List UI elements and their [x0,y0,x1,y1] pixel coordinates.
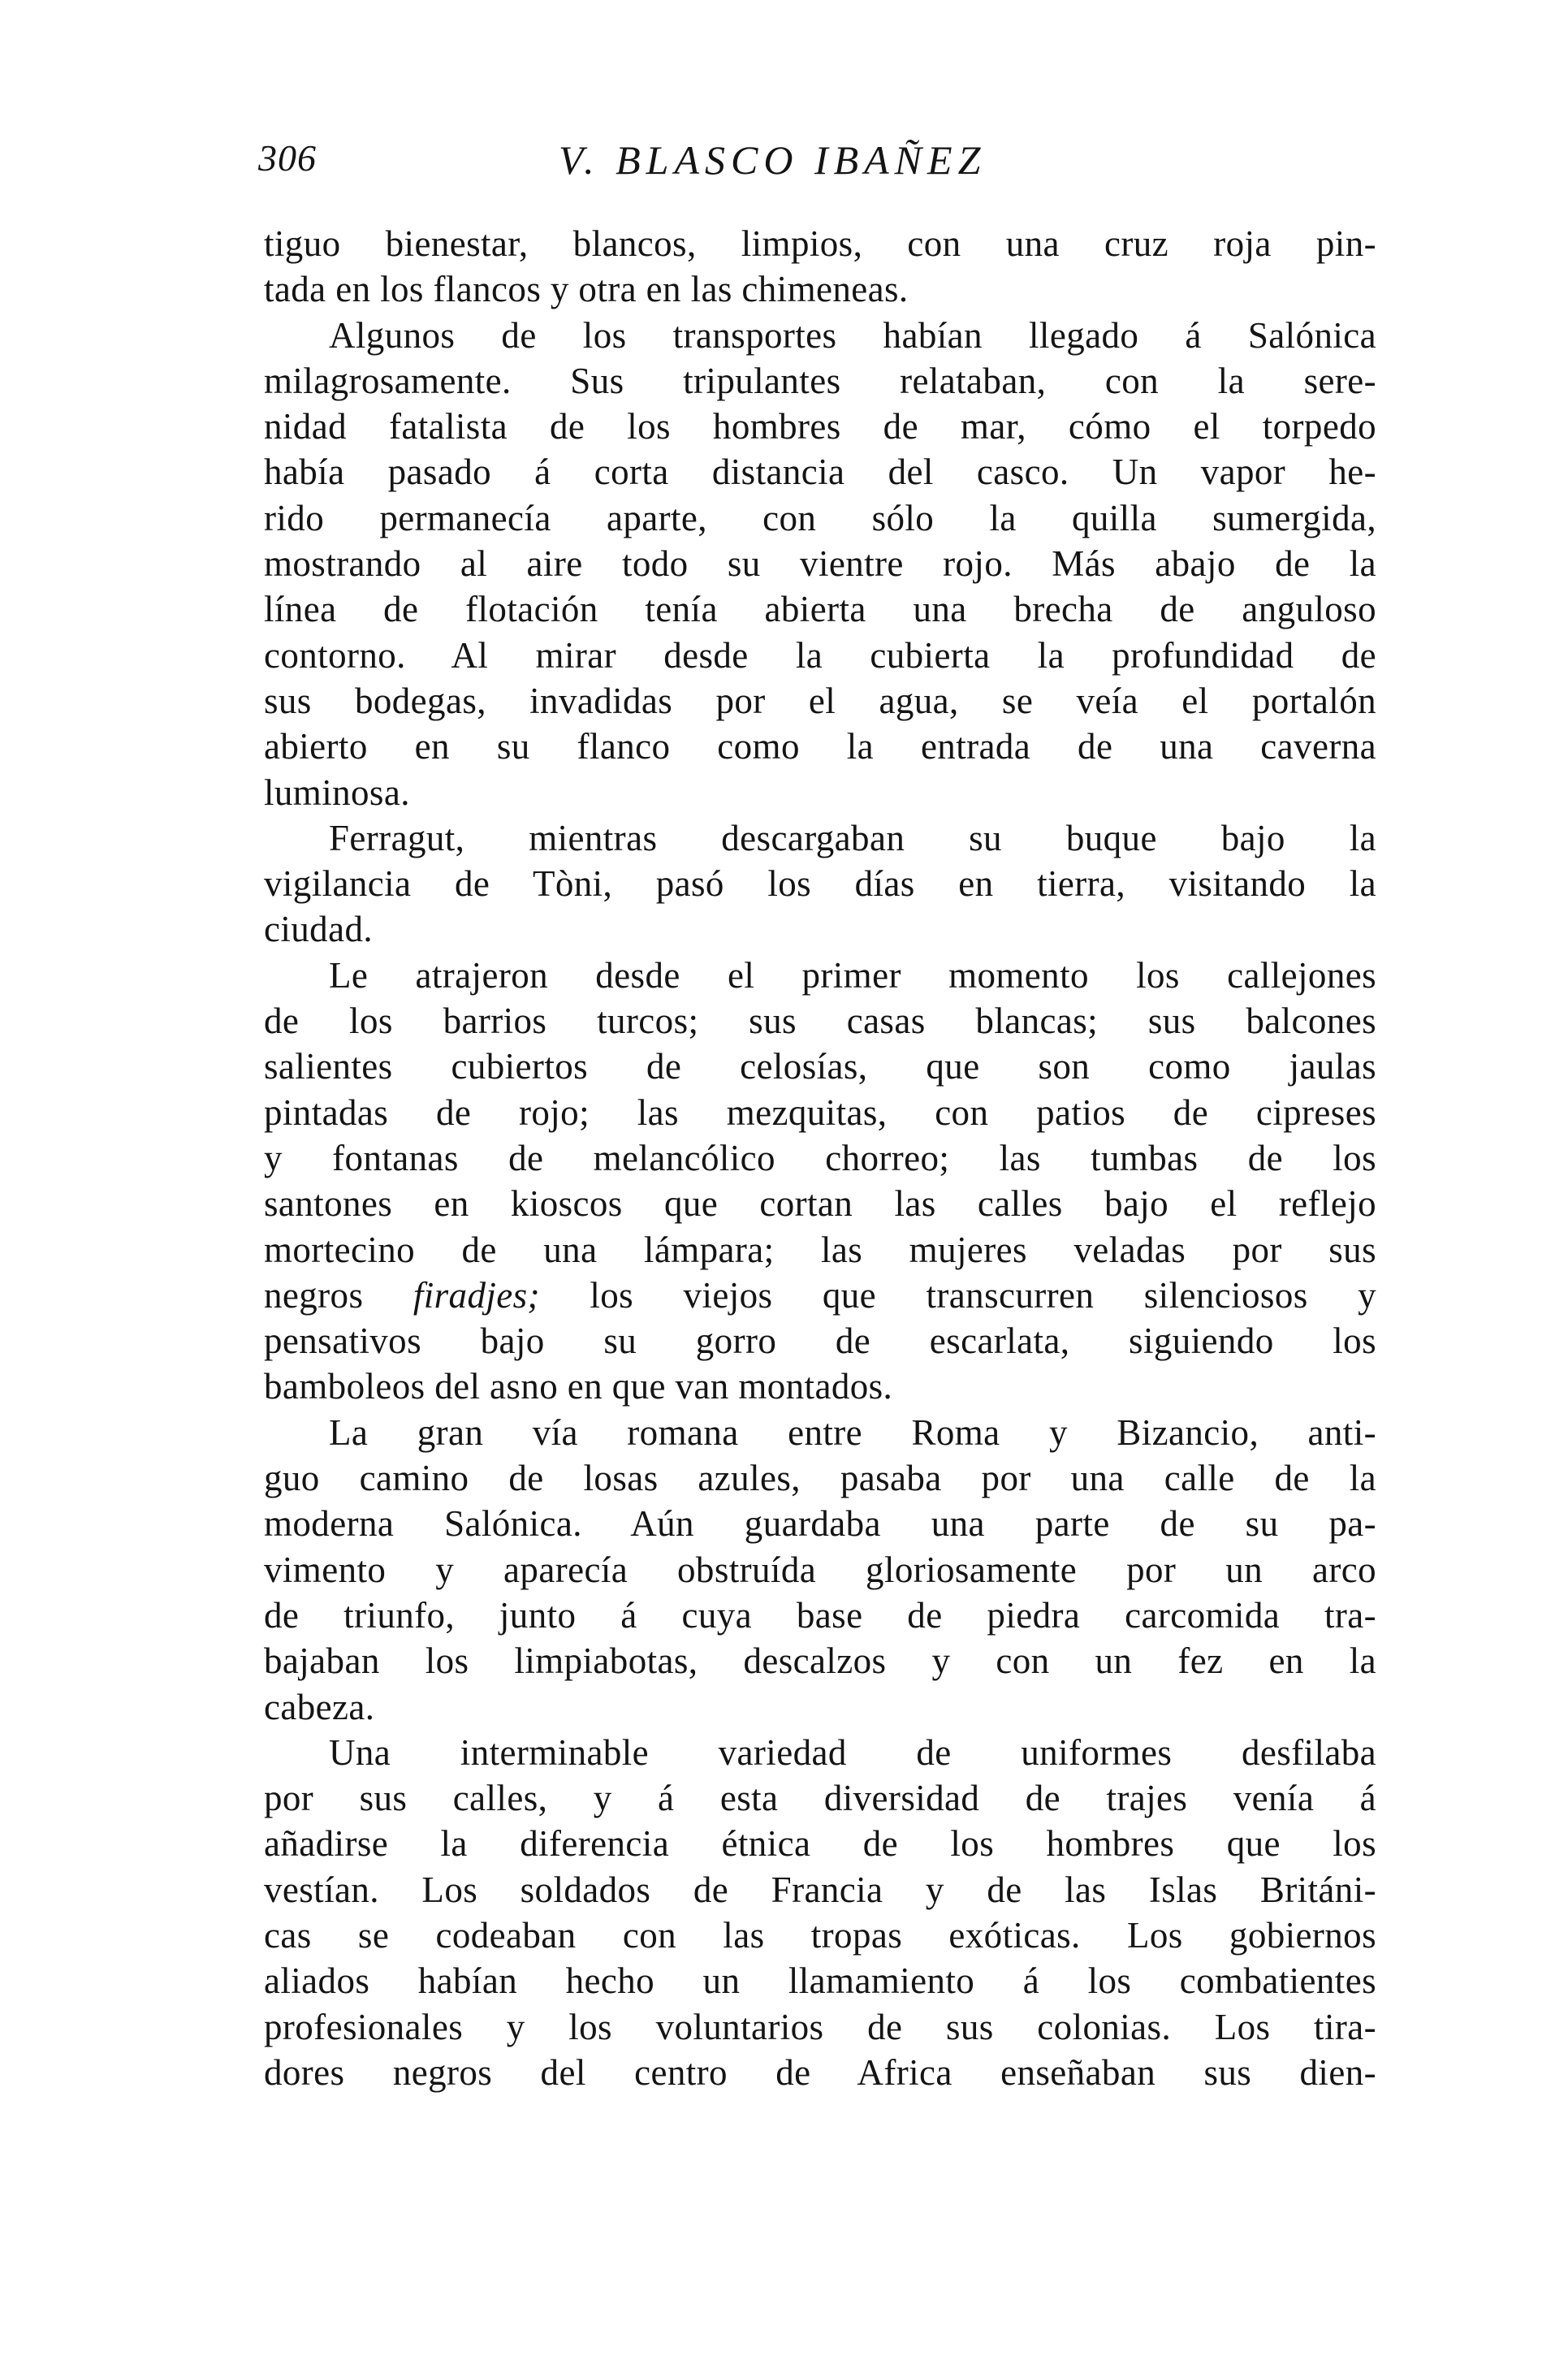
paragraph-start-line: Algunos de los transportes habían llegado á Salónica [329,314,1376,356]
text-line: tada en los flancos y otra en las chimeneas. [264,269,909,310]
body-text [264,221,1376,2095]
text-line: mostrando al aire todo su vientre rojo. Más abajo de la [264,543,1376,585]
text-line: moderna Salónica. Aún guardaba una parte de su pa- [264,1503,1376,1545]
text-line: vigilancia de Tòni, pasó los días en tierra, visitando la [264,863,1376,905]
text-segment: negros [264,1274,364,1316]
paragraph-start-line: La gran vía romana entre Roma y Bizancio, anti- [329,1411,1376,1453]
paragraph-start-line: Ferragut, mientras descargaban su buque bajo la [329,817,1376,858]
text-line: profesionales y los voluntarios de sus colonias. Los tira- [264,2006,1376,2047]
text-line: nidad fatalista de los hombres de mar, cómo el torpedo [264,406,1376,447]
text-line: pintadas de rojo; las mezquitas, con patios de cipreses [264,1091,1376,1133]
text-line: santones en kioscos que cortan las calles bajo el reflejo [264,1183,1376,1225]
text-line: guo camino de losas azules, pasaba por una calle de la [264,1458,1376,1499]
text-line: había pasado á corta distancia del casco. Un vapor he- [264,452,1376,493]
text-line: ciudad. [264,909,373,950]
italic-word: firadjes; [413,1274,540,1316]
text-line: añadirse la diferencia étnica de los hombres que los [264,1823,1376,1865]
text-line: de triunfo, junto á cuya base de piedra carcomida tra- [264,1594,1376,1636]
text-line: rido permanecía aparte, con sólo la quilla sumergida, [264,497,1376,538]
text-line: cas se codeaban con las tropas exóticas. Los gobiernos [264,1914,1376,1956]
text-line-with-italic [264,1273,1376,1318]
text-line: cabeza. [264,1686,375,1727]
paragraph-start-line: Una interminable variedad de uniformes desfilaba [329,1731,1376,1773]
text-line: salientes cubiertos de celosías, que son como jaulas [264,1046,1376,1087]
text-line: aliados habían hecho un llamamiento á los combatientes [264,1960,1376,2002]
text-line: por sus calles, y á esta diversidad de trajes venía á [264,1778,1376,1819]
text-line: vestían. Los soldados de Francia y de las Islas Británi- [264,1869,1376,1910]
text-line: milagrosamente. Sus tripulantes relataban, con la sere- [264,360,1376,401]
text-line: vimento y aparecía obstruída gloriosamente por un arco [264,1549,1376,1590]
text-line: mortecino de una lámpara; las mujeres veladas por sus [264,1229,1376,1270]
text-line: sus bodegas, invadidas por el agua, se veía el portalón [264,680,1376,721]
text-line: línea de flotación tenía abierta una brecha de anguloso [264,589,1376,630]
text-line: pensativos bajo su gorro de escarlata, siguiendo los [264,1320,1376,1362]
text-line: contorno. Al mirar desde la cubierta la profundidad de [264,634,1376,676]
page-header [258,136,1379,201]
page-number: 306 [258,137,317,179]
text-segment: los viejos que transcurren silenciosos y [590,1274,1376,1316]
text-line: y fontanas de melancólico chorreo; las tumbas de los [264,1137,1376,1178]
text-line: luminosa. [264,772,410,813]
text-line: abierto en su flanco como la entrada de una caverna [264,726,1376,767]
text-line: bajaban los limpiabotas, descalzos y con un fez en la [264,1640,1376,1682]
text-line: dores negros del centro de Africa enseñaban sus dien- [264,2051,1376,2093]
text-line: bamboleos del asno en que van montados. [264,1366,893,1407]
running-head: V. BLASCO IBAÑEZ [559,137,987,183]
text-line: tiguo bienestar, blancos, limpios, con una cruz roja pin- [264,223,1376,264]
paragraph-start-line: Le atrajeron desde el primer momento los callejones [329,954,1376,996]
text-line: de los barrios turcos; sus casas blancas; sus balcones [264,1001,1376,1042]
